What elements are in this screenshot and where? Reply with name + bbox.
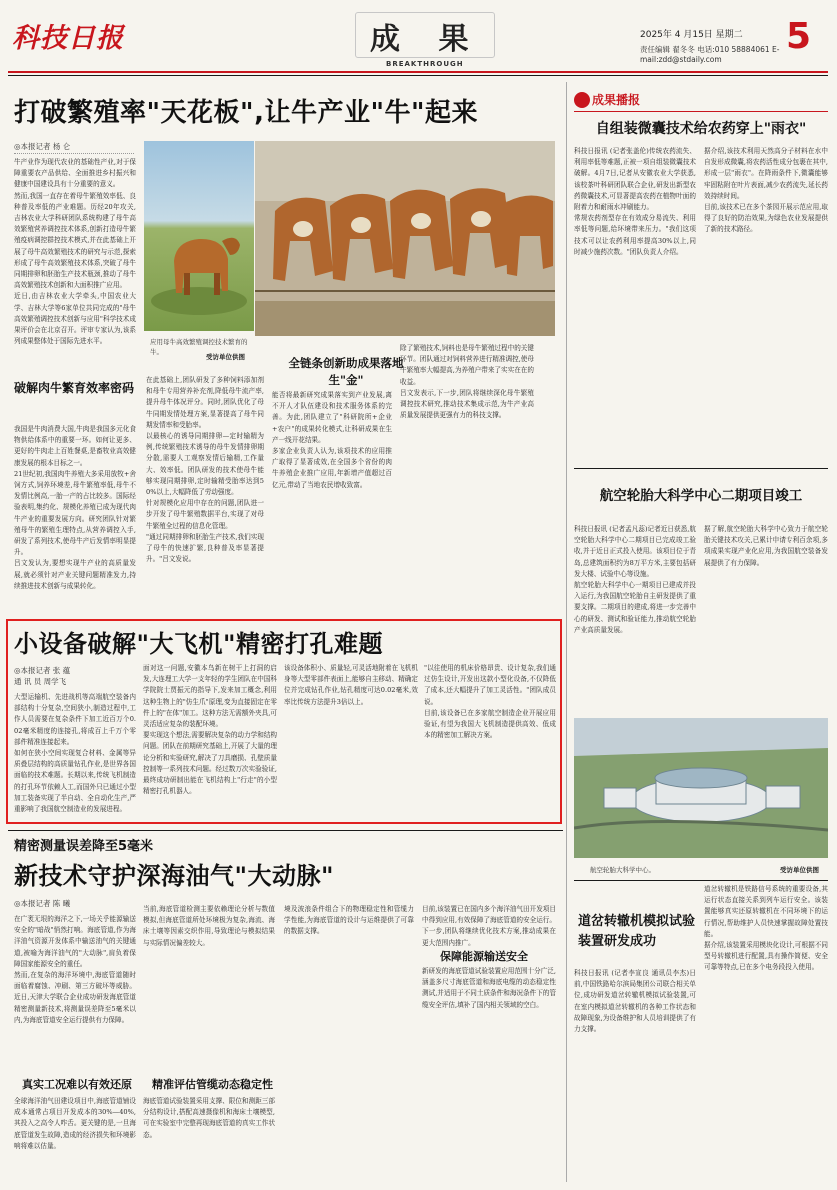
issue-date: 2025年 4 月15日 星期二	[640, 30, 743, 40]
bottom-subhead-1: 真实工况难以有效还原	[22, 1078, 132, 1091]
innovation-paragraph: 吕文发表示,下一步,团队将继续深化母牛繁殖调控技术研究,推动技术集成示范,为牛产业高质量发展提供更强有力的科技支撑。	[400, 388, 534, 420]
right-story-1-paragraph: 据介绍,该技术利用天然高分子材料在水中自发形成微囊,将农药活性成分包裹在其中,形成一层"雨衣"。在降雨条件下,微囊能够牢固粘附在叶片表面,减少农药流失,延长药效持续时间。	[704, 147, 828, 200]
lead-paragraph: "通过同期排卵和胚胎生产技术,我们实现了母牛的快速扩繁,良种普及率显著提升。"吕文发说。	[146, 532, 264, 564]
bottom-byline: ◎本报记者 陈 曦	[14, 899, 71, 908]
innovation-paragraph: 能否将最新研究成果落实到产业发展,离不开人才队伍建设和技术服务体系的完善。为此,团队建立了"科研院所+企业+农户"的成果转化模式,让科研成果在生产一线开花结果。	[272, 391, 392, 444]
cattle-photo-main	[255, 141, 555, 336]
right-story-divider-2	[574, 880, 828, 881]
lead-column-2	[146, 375, 264, 622]
lead-photo-caption: 应用母牛高效繁殖调控技术繁育的牛。	[150, 338, 248, 356]
bottom-column-4	[422, 904, 556, 948]
page-number: 5	[786, 16, 812, 57]
featured-paragraph: 面对这一问题,安徽本鸟新在树干上打洞的启发,大连理工大学一支年轻的学生团队在中国科学院院士贾振元的指导下,发来加工概念,利用这种生物上的"仿生爪"原理,变为直接固定在零件上的"在体"加工。这种方法无需额外夹具,可灵活适应复杂的装配环境。	[143, 664, 277, 729]
right-story-3-col-1	[574, 968, 696, 1184]
right-story-divider	[574, 468, 828, 469]
featured-column-3	[284, 663, 418, 820]
lead-paragraph: 我国是牛肉消费大国,牛肉是我国多元化食物供给体系中的重要一环。如何让更多、更好的牛肉走上百姓餐桌,是畜牧业高效健康发展的根本目标之一。	[14, 425, 136, 467]
featured-column-1	[14, 692, 136, 820]
right-column-label: 成果播报	[592, 93, 641, 107]
section-title: 成 果	[370, 22, 483, 57]
bottom-subhead-2: 精准评估管缆动态稳定性	[152, 1078, 273, 1091]
lead-photo-credit: 受访单位供图	[206, 353, 245, 361]
bottom-column-1b	[14, 1096, 136, 1184]
right-story-3-headline: 道岔转辙机模拟试验装置研发成功	[578, 914, 696, 949]
bottom-column-1	[14, 914, 136, 1074]
bottom-column-3	[284, 904, 414, 1184]
bottom-subhead-3: 保障能源输送安全	[440, 950, 528, 963]
cattle-photo-small	[144, 141, 254, 331]
bottom-paragraph: 目前,该装置已在国内多个海洋油气田开发项目中得到应用,有效保障了海底管道的安全运行。下一步,团队将继续优化技术方案,推动成果在更大范围内推广。	[422, 905, 556, 947]
right-story-3-paragraph: 据介绍,该装置采用模块化设计,可根据不同型号转辙机进行配置,具有操作简便、安全可靠等特点,已在多个电务段投入使用。	[704, 941, 828, 972]
masthead-rule	[8, 71, 828, 73]
lead-column-1b	[14, 424, 136, 620]
featured-byline-reporter: ◎本报记者 张 蕴	[14, 666, 71, 675]
editor-info: 责任编辑 翟冬冬 电话:010 58884061 E-mail:zdd@stdaily.com	[640, 45, 780, 64]
featured-paragraph: "以往使用的机床价格昂贵、设计复杂,我们通过仿生设计,开发出这款小型化设备,不仅降低了成本,还大幅提升了加工灵活性。"团队成员说。	[424, 664, 556, 706]
right-story-1-paragraph: 科技日报讯 (记者张盖伦)传统农药流失、利用率低等难题,正被一项自组装微囊技术破解。4月7日,记者从安徽农业大学获悉,该校茶叶科研团队联合企业,研发出新型农药微囊技术,可显著提高农药在植物叶面的附着力和耐雨水冲刷能力。	[574, 147, 696, 212]
research-center-photo	[574, 718, 828, 858]
featured-paragraph: 该设备体积小、质量轻,可灵活地附着在飞机机身等大型零部件表面上,能够自主移动、精确定位并完成钻孔作业,钻孔精度可达0.02毫米,效率比传统方法提升3倍以上。	[284, 664, 418, 706]
section-subtitle: BREAKTHROUGH	[386, 60, 464, 68]
research-center-illustration	[574, 718, 828, 858]
right-story-3-paragraph: 道岔转辙机是铁路信号系统的重要设备,其运行状态直接关系到列车运行安全。该装置能够真实还原转辙机在不同环境下的运行情况,帮助维护人员快速掌握故障处置技能。	[704, 885, 828, 938]
right-story-2-col-1	[574, 524, 696, 714]
lead-paragraph: 牛产业作为现代农业的基础性产业,对于保障重要农产品供给、全面推进乡村振兴和健康中国建设具有十分重要的意义。	[14, 158, 136, 189]
right-story-2-col-2	[704, 524, 828, 714]
innovation-column-2	[400, 343, 534, 622]
lead-paragraph: 吕文发认为,要想实现牛产业的高质量发展,就必须针对产业关键问题精准发力,持续推进技术创新与成果转化。	[14, 559, 136, 590]
right-story-1-headline: 自组装微囊技术给农药穿上"雨衣"	[595, 121, 807, 137]
featured-paragraph: 大型运输机、先进战机等高端航空装备内部结构十分复杂,空间狭小,制造过程中,工作人员需要在复杂条件下加工近百万个0.02毫米精度的连接孔,将成百上千万个零部件精准连接起来。	[14, 693, 136, 746]
newspaper-logo: 科技日报	[12, 23, 124, 54]
featured-headline: 小设备破解"大飞机"精密打孔难题	[14, 630, 384, 658]
featured-column-4	[424, 663, 556, 820]
research-photo-caption: 航空轮胎大科学中心。	[590, 866, 655, 874]
featured-paragraph: 要实现这个想法,需要解决复杂的动力学和结构问题。团队在前期研究基础上,开展了大量的理论分析和实验研究,解决了刀具磨损、孔壁质量控制等一系列技术问题。经过数万次实验验证,最终成功研制出能在飞机结构上"行走"的小型精密打孔机器人。	[143, 731, 277, 796]
lead-paragraph: 21世纪初,我国肉牛养殖大多采用放牧+舍饲方式,饲养环境差,母牛繁殖率低,母牛不发情比例高,一胎一产的占比较多。国际经验表明,集约化、规模化养殖已成为现代肉牛产业的重要发展方向。研究团队针对繁殖母牛的繁殖生理特点,从营养调控入手,研发了系列技术,使母牛产后发情率明显提升。	[14, 469, 136, 557]
right-column-divider	[566, 82, 567, 1182]
lead-paragraph: 近日,由吉林农业大学牵头,中国农业大学、吉林大学等6家单位共同完成的"母牛高效繁殖调控技术创新与应用"科学技术成果评价会在北京召开。评审专家认为,该系列成果整体处于国际先进水平。	[14, 292, 136, 346]
right-story-2-paragraph: 航空轮胎大科学中心一期项目已建成并投入运行,为我国航空轮胎自主研发提供了重要支撑。二期项目的建成,将进一步完善中心的研发、测试和验证能力,推动航空轮胎产业高质量发展。	[574, 581, 696, 634]
right-story-1-paragraph: 常规农药剂型存在有效成分易流失、利用率低等问题,给环境带来压力。"我们这项技术可以让农药利用率提高30%以上,同时减少施药次数。"团队负责人介绍。	[574, 214, 696, 256]
right-story-1-col-1	[574, 146, 696, 458]
bottom-paragraph: 然而,在复杂的海洋环境中,海底管道随时面临着腐蚀、冲刷、第三方破坏等威胁。近日,天津大学联合企业成功研发海底管道精密测量新技术,将测量误差降至5毫米以内,为海底管道安全运行提供有力保障。	[14, 971, 136, 1024]
bottom-column-2b	[143, 1096, 275, 1184]
bottom-paragraph: 新研发的海底管道试验装置应用范围十分广泛,涵盖多尺寸海底管道和海底电缆的动态稳定性测试,并适用于不同土质条件和海况条件下的管缆安全评估,填补了国内相关领域的空白。	[422, 967, 556, 1009]
lead-paragraph: 然而,我国一直存在着母牛繁殖效率低、良种普及率低的产业难题。历经20年攻关,吉林农业大学科研团队系统构建了母牛高效繁殖营养调控技术体系,创新打造母牛繁殖疫病调控群控技术模式,并在此基础上开展了母牛高效繁殖技术的研究与示范,探索形成了母牛高效繁殖技术体系,突破了母牛同期排卵和胚胎生产技术瓶颈,推动了母牛高效繁殖技术创新和大面积推广应用。	[14, 191, 136, 290]
bottom-story-rule	[8, 830, 563, 831]
innovation-headline: 全链条创新助成果落地生"金"	[288, 356, 404, 387]
lead-column-1	[14, 157, 136, 376]
featured-paragraph: 目前,该设备已在多家航空制造企业开展应用验证,有望为我国大飞机制造提供高效、低成本的精密加工解决方案。	[424, 708, 556, 740]
bottom-kicker: 精密测量误差降至5毫米	[14, 839, 154, 854]
lead-paragraph: 在此基础上,团队研发了多种饲料添加剂和母牛专用营养补充剂,降低母牛流产率,提升母牛体况评分。同时,团队优化了母牛同期发情处理方案,显著提高了母牛同期发情率和受胎率。	[146, 376, 264, 429]
lead-headline: 打破繁殖率"天花板",让牛产业"牛"起来	[14, 98, 479, 128]
cattle-illustration	[144, 141, 254, 331]
right-story-2-headline: 航空轮胎大科学中心二期项目竣工	[599, 488, 803, 504]
bottom-column-4b	[422, 966, 556, 1184]
bottom-headline: 新技术守护深海油气"大动脉"	[14, 862, 335, 890]
innovation-paragraph: 除了繁殖技术,饲料也是母牛繁殖过程中的关键环节。团队通过对饲料营养进行精准调控,使母牛繁殖率大幅提高,为养殖户带来了实实在在的收益。	[400, 344, 534, 386]
broadcast-badge-icon	[574, 92, 590, 108]
lead-byline: ◎本报记者 杨 仑	[14, 142, 71, 151]
featured-byline-correspondent: 通 讯 员 周学飞	[14, 677, 67, 686]
masthead-rule-thin	[8, 75, 828, 76]
right-label-rule	[574, 111, 828, 112]
featured-column-2	[143, 663, 277, 820]
cattle-herd-illustration	[255, 141, 555, 336]
right-story-3-paragraph: 科技日报讯 (记者李宣良 通讯员李杰)日前,中国铁路哈尔滨局集团公司联合相关单位,成功研发道岔转辙机模拟试验装置,可在室内模拟道岔转辙机的各种工作状态和故障现象,为设备维护和人员培训提供了有力支撑。	[574, 969, 696, 1034]
bottom-paragraph: 当前,海底管道检测主要依赖理论分析与数值模拟,但海底管道所处环境极为复杂,海流、海床土壤等因素交织作用,导致理论与模拟结果与实际情况偏差较大。	[143, 905, 275, 947]
lead-paragraph: 以最核心的诱导同期排卵—定时输精为例,传统繁殖技术诱导的母牛发情排卵期分散,需要人工观察发情后输精,工作量大、效率低。团队研发的技术使母牛能够实现同期排卵,定时输精受胎率达到50%以上,大幅降低了劳动强度。	[146, 432, 264, 497]
research-photo-credit: 受访单位供图	[780, 866, 819, 874]
right-story-2-paragraph: 科技日报讯 (记者孟凡蕊)记者近日获悉,航空轮胎大科学中心二期项目已完成竣工验收,并于近日正式投入使用。该项目位于青岛,总建筑面积约为8万平方米,主要包括研发大楼、试验中心等设施。	[574, 525, 696, 578]
lead-subhead: 破解肉牛繁育效率密码	[14, 381, 135, 395]
right-story-1-paragraph: 目前,该技术已在多个茶园开展示范应用,取得了良好的防治效果,为绿色农业发展提供了新的技术路径。	[704, 203, 828, 234]
lead-paragraph: 针对规模化应用中存在的问题,团队进一步开发了母牛繁殖数据平台,实现了对母牛繁殖全过程的信息化管理。	[146, 499, 264, 530]
innovation-paragraph: 多家企业负责人认为,该项技术的应用推广取得了显著成效,在全国多个省份的肉牛养殖企业推广应用,年新增产值超过百亿元,带动了当地农民增收致富。	[272, 447, 392, 489]
featured-paragraph: 如何在狭小空间实现复合材料、金属等异质叠层结构的高质量钻孔作业,是世界各国面临的技术难题。长期以来,传统飞机制造的打孔环节依赖人工,而国外只已通过小型加工装备实现了半自动、全自动化生产,严重影响了我国航空制造业的发展进程。	[14, 749, 136, 814]
right-story-1-col-2	[704, 146, 828, 458]
bottom-paragraph: 境及波浪条件组合下的物理稳定性和管缆力学性能,为海底管道的设计与运维提供了可靠的数据支撑。	[284, 905, 414, 936]
bottom-paragraph: 海底管道试验装置采用支撑、限位和测距三部分结构设计,搭配高速摄像机和海床土壤模型,可在实验室中完整再现海底管道的真实工作状态。	[143, 1097, 275, 1139]
bottom-column-2	[143, 904, 275, 1072]
bottom-paragraph: 全球海洋油气田建设项目中,海底管道铺设成本通常占项目开发成本的30%—40%,其投入之高令人咋舌。更关键的是,一旦海底管道发生故障,造成的经济损失和环境影响将难以估量。	[14, 1097, 136, 1150]
right-story-2-paragraph: 据了解,航空轮胎大科学中心致力于航空轮胎关键技术攻关,已累计申请专利百余项,多项成果实现产业化应用,为我国航空装备发展提供了有力保障。	[704, 525, 828, 567]
innovation-column-1	[272, 390, 392, 622]
right-story-3-col-2	[704, 884, 828, 1184]
byline-divider	[14, 153, 134, 154]
bottom-paragraph: 在广袤无垠的海洋之下,一场关乎能源输送安全的"暗战"悄然打响。海底管道,作为海洋油气资源开发体系中输送油气的关键通道,被喻为海洋油气的"大动脉",肩负着保障国家能源安全的重任。	[14, 915, 136, 968]
